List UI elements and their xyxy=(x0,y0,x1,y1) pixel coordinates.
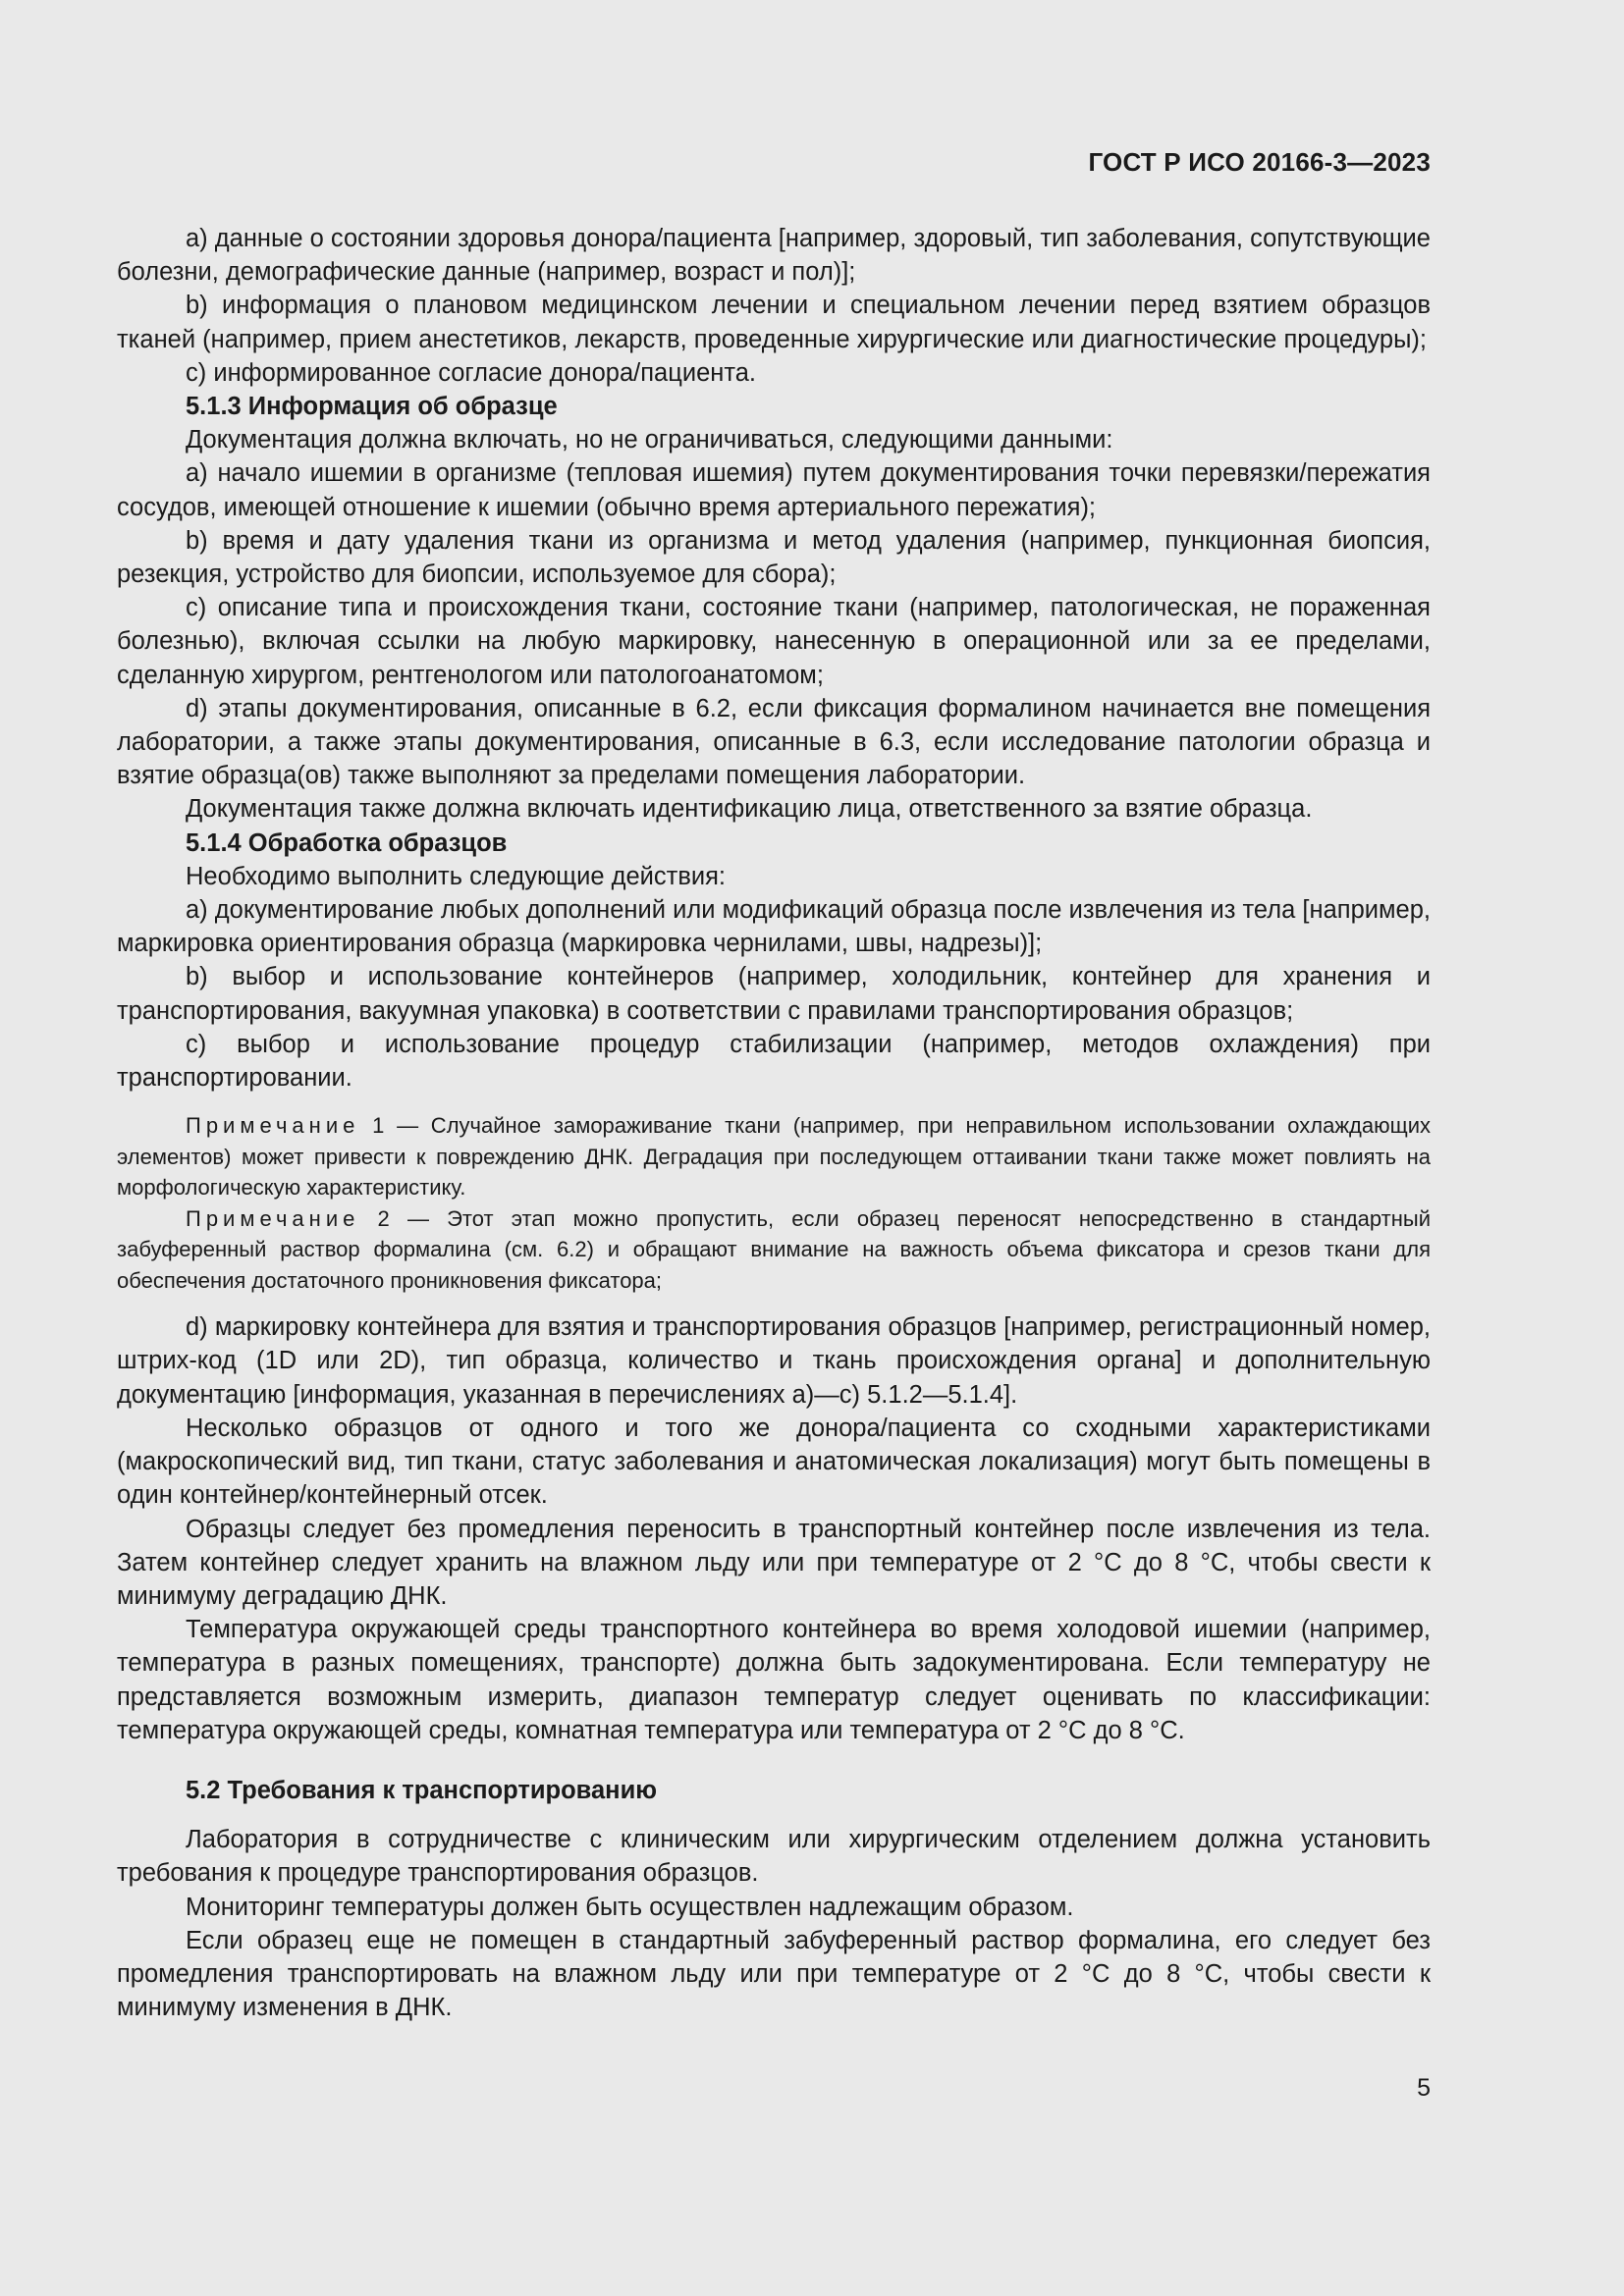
document-body xyxy=(117,222,1431,2024)
paragraph: b) время и дату удаления ткани из организма и метод удаления (например, пункционная биопсия, резекция, устройство для биопсии, используемое для сбора); xyxy=(117,526,1431,589)
paragraph: Несколько образцов от одного и того же донора/пациента со сходными характеристиками (макроскопический вид, тип ткани, статус заболевания и анатомическая локализация) могут быть помещены в один контейнер/контейнерный отсек. xyxy=(117,1414,1431,1510)
paragraph: b) выбор и использование контейнеров (например, холодильник, контейнер для хранения и транспортирования, вакуумная упаковка) в соответствии с правилами транспортирования образцов; xyxy=(117,963,1431,1025)
paragraph: d) маркировку контейнера для взятия и транспортирования образцов [например, регистрационный номер, штрих-код (1D или 2D), тип образца, количество и ткань происхождения органа] и дополнительную документацию [информация, указанная в перечислениях а)—с) 5.1.2—5.1.4]. xyxy=(117,1313,1431,1409)
paragraph: Необходимо выполнить следующие действия: xyxy=(186,862,727,890)
note-label: Примечание xyxy=(186,1205,360,1231)
section-heading-5-2: 5.2 Требования к транспортированию xyxy=(186,1776,658,1804)
paragraph: Температура окружающей среды транспортного контейнера во время холодовой ишемии (например, температура в разных помещениях, транспорте) должна быть задокументирована. Если температуру не представляется возможным измерить, диапазон температур следует оценивать по классификации: температура окружающей среды, комнатная температура или температура от 2 °С до 8 °С. xyxy=(117,1616,1431,1744)
section-heading-5-1-3: 5.1.3 Информация об образце xyxy=(186,393,558,421)
note xyxy=(117,1203,1431,1297)
page-number: 5 xyxy=(1417,2074,1431,2102)
paragraph: b) информация о плановом медицинском лечении и специальном лечении перед взятием образцов тканей (например, прием анестетиков, лекарств, проведенные хирургические или диагностические процедуры); xyxy=(117,292,1431,353)
paragraph: Документация должна включать, но не ограничиваться, следующими данными: xyxy=(186,426,1113,454)
document-header: ГОСТ Р ИСО 20166-3—2023 xyxy=(1088,147,1431,177)
paragraph: Мониторинг температуры должен быть осуществлен надлежащим образом. xyxy=(186,1893,1074,1921)
note-text: 1 — Случайное замораживание ткани (например, при неправильном использовании охлаждающих элементов) может привести к повреждению ДНК. Деградация при последующем оттаивании ткани также может повлиять на морфологическую характеристику. xyxy=(117,1113,1431,1201)
paragraph: а) документирование любых дополнений или модификаций образца после извлечения из тела [например, маркировка ориентирования образца (маркировка чернилами, швы, надрезы)]; xyxy=(117,896,1431,958)
paragraph: Документация также должна включать идентификацию лица, ответственного за взятие образца. xyxy=(186,795,1313,824)
paragraph: Лаборатория в сотрудничестве с клиническим или хирургическим отделением должна установить требования к процедуре транспортирования образцов. xyxy=(117,1826,1431,1888)
paragraph: а) данные о состоянии здоровья донора/пациента [например, здоровый, тип заболевания, сопутствующие болезни, демографические данные (например, возраст и пол)]; xyxy=(117,225,1431,287)
paragraph: Образцы следует без промедления переносить в транспортный контейнер после извлечения из тела. Затем контейнер следует хранить на влажном льду или при температуре от 2 °С до 8 °С, чтобы свести к минимуму деградацию ДНК. xyxy=(117,1515,1431,1610)
paragraph: d) этапы документирования, описанные в 6.2, если фиксация формалином начинается вне помещения лаборатории, а также этапы документирования, описанные в 6.3, если исследование патологии образца и взятие образца(ов) также выполняют за пределами помещения лаборатории. xyxy=(117,694,1431,790)
note-text: 2 — Этот этап можно пропустить, если образец переносят непосредственно в стандартный забуференный раствор формалина (см. 6.2) и обращают внимание на важность объема фиксатора и срезов ткани для обеспечения достаточного проникновения фиксатора; xyxy=(117,1205,1431,1293)
section-heading-5-1-4: 5.1.4 Обработка образцов xyxy=(186,828,508,857)
note xyxy=(117,1110,1431,1203)
notes-block xyxy=(117,1110,1431,1296)
note-label: Примечание xyxy=(186,1113,360,1139)
paragraph: c) выбор и использование процедур стабилизации (например, методов охлаждения) при транспортировании. xyxy=(117,1030,1431,1093)
paragraph: а) начало ишемии в организме (тепловая ишемия) путем документирования точки перевязки/пережатия сосудов, имеющей отношение к ишемии (обычно время артериального пережатия); xyxy=(117,459,1431,521)
paragraph: c) информированное согласие донора/пациента. xyxy=(186,358,757,387)
paragraph: Если образец еще не помещен в стандартный забуференный раствор формалина, его следует без промедления транспортировать на влажном льду или при температуре от 2 °С до 8 °С, чтобы свести к минимуму изменения в ДНК. xyxy=(117,1926,1431,2022)
paragraph: c) описание типа и происхождения ткани, состояние ткани (например, патологическая, не пораженная болезнью), включая ссылки на любую маркировку, нанесенную в операционной или за ее пределами, сделанную хирургом, рентгенологом или патологоанатомом; xyxy=(117,594,1431,689)
